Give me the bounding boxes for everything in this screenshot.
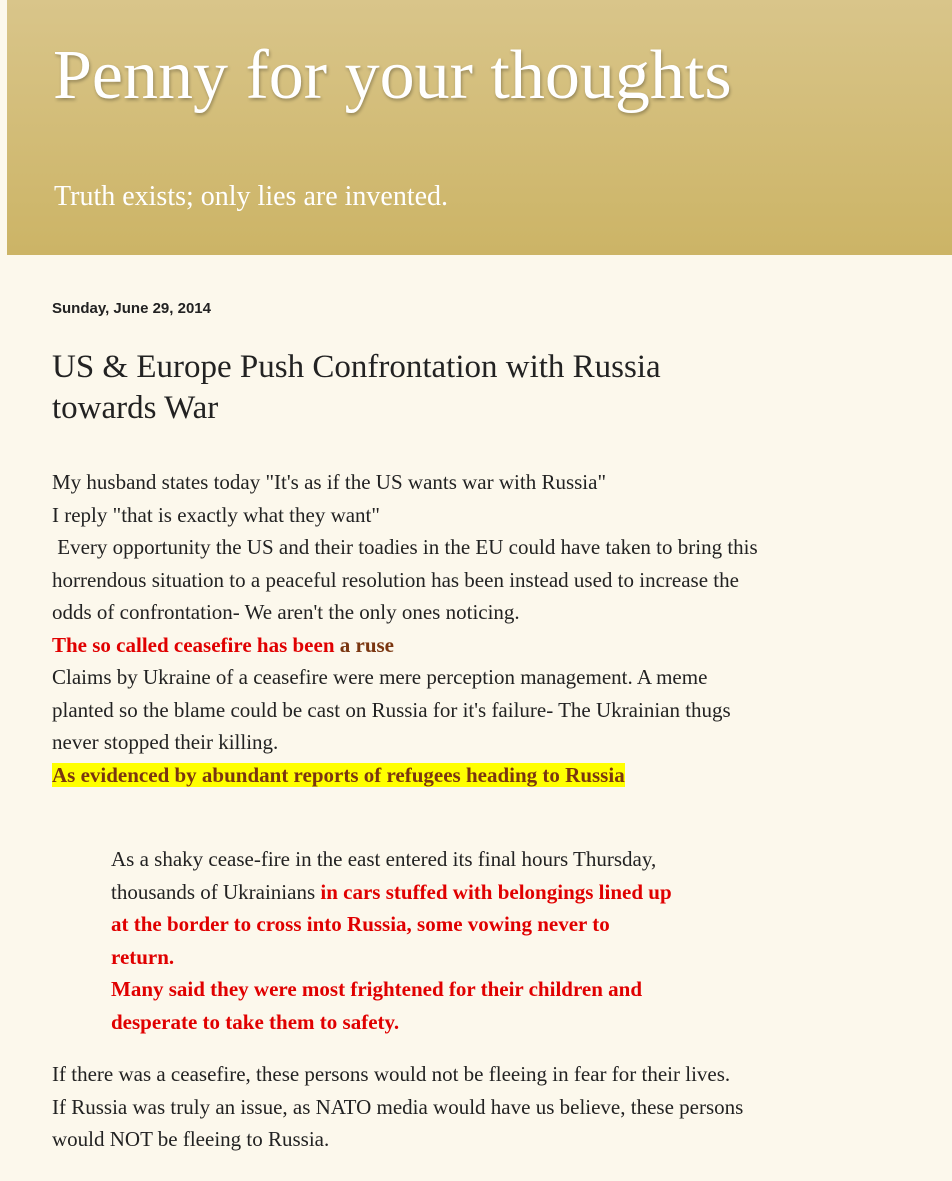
blog-description: Truth exists; only lies are invented. bbox=[54, 181, 449, 212]
ceasefire-subhead bbox=[52, 629, 912, 662]
paragraph-line: horrendous situation to a peaceful resolution has been instead used to increase the bbox=[52, 567, 739, 592]
post-date: Sunday, June 29, 2014 bbox=[52, 300, 211, 317]
quote-line: As a shaky cease-fire in the east entered its final hours Thursday, bbox=[111, 847, 657, 871]
blog-header bbox=[7, 0, 952, 255]
quote-line: at the border to cross into Russia, some vowing never to bbox=[111, 912, 610, 936]
highlighted-text: As evidenced by abundant reports of refugees heading to Russia bbox=[52, 762, 625, 787]
paragraph-line: odds of confrontation- We aren't the only ones noticing. bbox=[52, 600, 520, 624]
quote-line: desperate to take them to safety. bbox=[111, 1009, 400, 1034]
blockquote bbox=[111, 843, 912, 1038]
quote-plain-text: thousands of Ukrainians bbox=[111, 879, 321, 904]
paragraph-line: If there was a ceasefire, these persons would not be fleeing in fear for their lives. bbox=[52, 1062, 731, 1086]
paragraph-line: planted so the blame could be cast on Russia for it's failure- The Ukrainian thugs bbox=[52, 697, 731, 722]
post-body bbox=[52, 466, 912, 1156]
quote-line bbox=[111, 876, 912, 909]
quote-line: Many said they were most frightened for their children and bbox=[111, 977, 643, 1001]
subhead-red-text: The so called ceasefire has been bbox=[52, 632, 340, 657]
subhead-brown-text: a ruse bbox=[339, 632, 394, 657]
paragraph-line: If Russia was truly an issue, as NATO media would have us believe, these persons bbox=[52, 1094, 744, 1119]
post-title-line-2[interactable]: towards War bbox=[52, 390, 219, 426]
paragraph-line: I reply "that is exactly what they want" bbox=[52, 502, 380, 527]
paragraph-line: My husband states today "It's as if the US wants war with Russia" bbox=[52, 470, 607, 494]
paragraph-line: never stopped their killing. bbox=[52, 730, 279, 754]
main-content bbox=[52, 300, 912, 1156]
highlight-line bbox=[52, 759, 912, 792]
paragraph-line: Claims by Ukraine of a ceasefire were mere perception management. A meme bbox=[52, 665, 708, 689]
post-title-line-1[interactable]: US & Europe Push Confrontation with Russia bbox=[52, 349, 661, 385]
quote-line: return. bbox=[111, 944, 175, 969]
paragraph-line: would NOT be fleeing to Russia. bbox=[52, 1127, 330, 1151]
quote-red-text: in cars stuffed with belongings lined up bbox=[320, 879, 672, 904]
post-title[interactable] bbox=[52, 347, 912, 429]
blog-title[interactable]: Penny for your thoughts bbox=[53, 37, 732, 114]
closing-paragraph bbox=[52, 1058, 912, 1156]
paragraph-line: Every opportunity the US and their toadies in the EU could have taken to bring this bbox=[52, 535, 758, 559]
